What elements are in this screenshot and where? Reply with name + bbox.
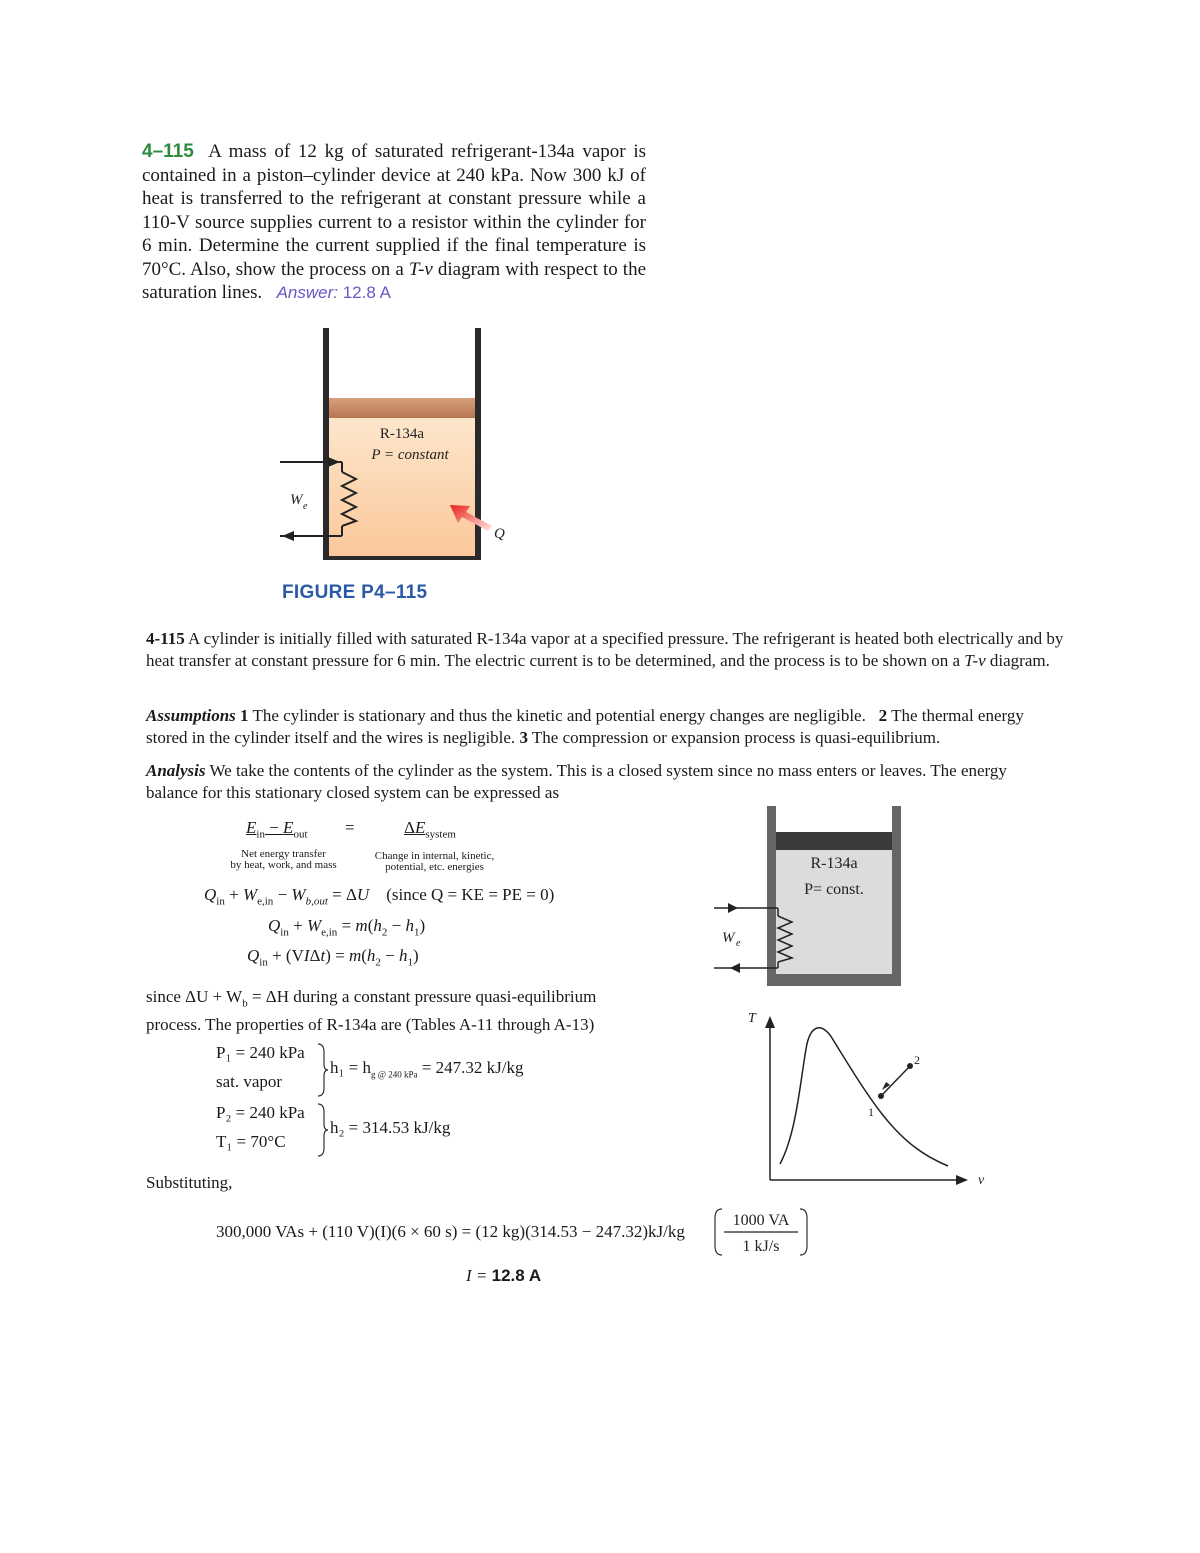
cylinder-left-wall [323, 328, 329, 560]
problem-statement [142, 140, 646, 305]
conv-numerator: 1000 VA [732, 1212, 790, 1229]
t-axis-arrow-icon [765, 1016, 775, 1028]
prop-h1: $h_1 = h_{g @ 240 kPa} = 247.32$ kJ/kg [330, 1058, 524, 1080]
fig2-fluid: R-134a [810, 855, 858, 872]
solution-intro: 4-115 A cylinder is initially filled with saturated R-134a vapor at a specified pressure. The refrigerant is heated both electrically and by heat transfer at constant pressure for 6 min. The electric current is to be determined, and the process is to be shown on a T-v diagram. [146, 629, 1064, 670]
substituting: Substituting, [146, 1173, 233, 1192]
solution-number: 4-115 [146, 629, 185, 648]
tv-label: T-v [408, 258, 433, 280]
change-energy-note: Change in internal, kinetic, potential, etc. energies [374, 850, 495, 873]
eq-line-3: $Q_{in} + (VI\Delta t) = m(h_2 - h_1)$ [247, 946, 419, 969]
fig1-work-label: W [290, 492, 303, 508]
eq-energy-balance: $E_{in} - E_{out}$ [246, 818, 308, 841]
figure-caption: FIGURE P4–115 [282, 582, 428, 603]
cylinder2-left-wall [767, 806, 776, 986]
fig2-work-sub: e [736, 938, 741, 949]
cylinder2-right-wall [892, 806, 901, 986]
state-1-label: 1 [868, 1105, 874, 1119]
fig2-work-label: W [722, 930, 735, 946]
state-2-label: 2 [914, 1053, 920, 1067]
state-2-dot [907, 1063, 913, 1069]
since-text: since $\Delta U + W_b = \Delta H$ during a constant pressure quasi-equilibrium process. The properties of R-134a are (Tables A-11 through A-13) [146, 987, 597, 1035]
state-1-dot [878, 1093, 884, 1099]
piston-2 [776, 832, 892, 850]
conversion-factor [712, 1206, 812, 1258]
fig1-work-sub: e [303, 501, 308, 512]
fig1-fluid: R-134a [379, 426, 425, 442]
fig2-condition: P= const. [804, 881, 864, 898]
cylinder-figure-2 [706, 804, 906, 990]
piston [329, 398, 475, 418]
eq-line-1: $Q_{in} + W_{e,in} - W_{b,out} = \Delta U$ (since Q = KE = PE = 0) [204, 885, 555, 908]
conv-denominator: 1 kJ/s [742, 1238, 780, 1255]
tv-diagram [736, 1004, 996, 1194]
t-axis-label: T [748, 1011, 756, 1026]
prop-t1: T₁ = 70°C [216, 1132, 286, 1151]
prop-p1: P₁ = 240 kPa [216, 1043, 305, 1062]
assumptions-label: Assumptions [146, 706, 236, 725]
prop-sat: sat. vapor [216, 1072, 283, 1091]
v-axis-arrow-icon [956, 1175, 968, 1185]
piston-cylinder-figure [270, 320, 530, 580]
arrow-out-icon-2 [730, 963, 740, 973]
eq-line-2: $Q_{in} + W_{e,in} = m(h_2 - h_1)$ [268, 916, 426, 939]
problem-text: A mass of 12 kg of saturated refrigerant-134a vapor is contained in a piston–cylinder device at 240 kPa. Now 300 kJ of heat is transferred to the refrigerant at constant pressure while a 110-V source supplies current to a resistor within the cylinder for 6 min. Determine the current supplied if the final temperature is 70°C. Also, show the process on a [142, 141, 646, 280]
answer-value: 12.8 A [342, 283, 391, 302]
prop-h2: h₂ = 314.53 kJ/kg [330, 1118, 451, 1137]
problem-text-end: diagram with respect to the saturation lines. [142, 258, 647, 303]
final-result: I = 12.8 A [466, 1266, 542, 1285]
since-note: (since Q = KE = PE = 0) [386, 885, 555, 904]
fig1-condition: P = constant [371, 447, 449, 463]
arrow-in-icon-2 [728, 903, 738, 913]
cylinder-bottom [323, 556, 481, 560]
final-equation: 300,000 VAs + (110 V)(I)(6 × 60 s) = (12 kg)(314.53 − 247.32)kJ/kg [216, 1222, 685, 1241]
analysis-label: Analysis [146, 761, 206, 780]
saturation-dome [780, 1028, 948, 1166]
cylinder2-bottom [767, 974, 901, 986]
fig1-heat-label: Q [494, 526, 505, 542]
v-axis-label: v [978, 1173, 985, 1188]
assumptions: Assumptions 1 The cylinder is stationary and thus the kinetic and potential energy changes are negligible. 2 The thermal energy stored in the cylinder itself and the wires is negligible. 3 The compression or expansion process is quasi-equilibrium. [146, 706, 1024, 747]
problem-number: 4–115 [142, 141, 194, 162]
brace-2 [316, 1102, 330, 1158]
arrow-out-icon [282, 531, 294, 541]
process-line [881, 1066, 910, 1096]
analysis: Analysis We take the contents of the cylinder as the system. This is a closed system since no mass enters or leaves. The energy balance for this stationary closed system can be expressed as [146, 761, 1007, 802]
net-energy-note: Net energy transfer by heat, work, and mass [230, 848, 337, 871]
prop-p2: P₂ = 240 kPa [216, 1103, 305, 1122]
brace-1 [316, 1042, 330, 1098]
answer-label: Answer: [276, 283, 338, 302]
